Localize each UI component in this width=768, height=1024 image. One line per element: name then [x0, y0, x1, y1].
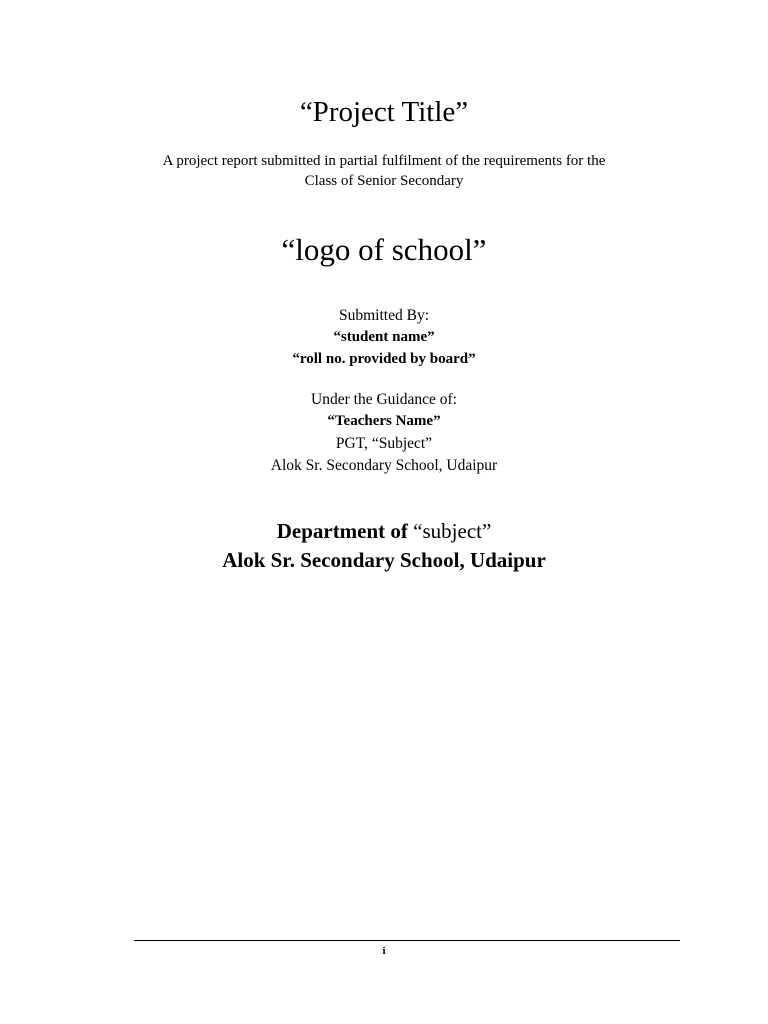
school-logo-placeholder: “logo of school” — [281, 232, 487, 267]
report-description — [0, 151, 768, 191]
teacher-designation — [0, 433, 768, 454]
department-prefix: Department of — [276, 519, 414, 543]
project-title: “Project Title” — [299, 96, 469, 128]
department-subject: “subject” — [413, 519, 492, 543]
report-description-line-1: A project report submitted in partial fulfilment of the requirements for the — [162, 153, 606, 169]
page-number: i — [382, 945, 386, 957]
submitted-by-label: Submitted By: — [339, 307, 429, 324]
teacher-school: Alok Sr. Secondary School, Udaipur — [270, 457, 498, 474]
pgt-subject: “Subject” — [371, 435, 433, 452]
roll-number: “roll no. provided by board” — [292, 351, 476, 367]
department-line — [0, 517, 768, 545]
footer-divider — [134, 940, 680, 941]
department-school: Alok Sr. Secondary School, Udaipur — [222, 548, 546, 572]
teacher-name: “Teachers Name” — [327, 413, 441, 429]
student-name: “student name” — [333, 329, 435, 345]
guidance-label: Under the Guidance of: — [311, 391, 457, 408]
pgt-prefix: PGT, — [335, 435, 372, 452]
report-description-line-2: Class of Senior Secondary — [304, 173, 464, 189]
